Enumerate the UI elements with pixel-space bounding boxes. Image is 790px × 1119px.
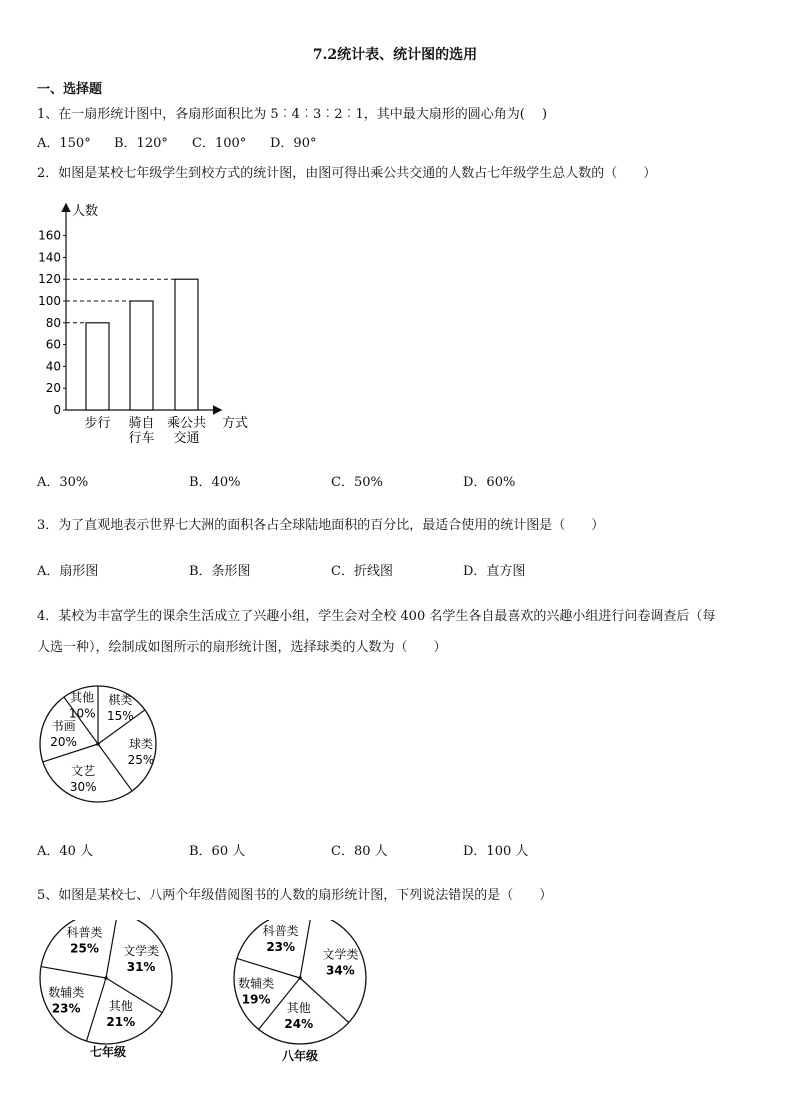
pie-center bbox=[298, 976, 302, 980]
category-label: 乘公共 bbox=[166, 416, 207, 431]
question-4-line-2: 人选一种），绘制成如图所示的扇形统计图，选择球类的人数为（ ） bbox=[37, 640, 447, 655]
q2-option-c[interactable]: C．50% bbox=[331, 475, 383, 490]
category-label: 步行 bbox=[84, 416, 111, 431]
pie-slice-label: 30% bbox=[69, 780, 97, 795]
pie-slice-label: 25% bbox=[127, 753, 155, 768]
y-tick-label: 160 bbox=[38, 228, 61, 243]
bar bbox=[130, 301, 153, 410]
q2-option-d[interactable]: D．60% bbox=[463, 475, 516, 490]
y-axis-title: 人数 bbox=[72, 204, 99, 219]
q3-option-b[interactable]: B．条形图 bbox=[189, 564, 251, 579]
q4-option-d[interactable]: D．100 人 bbox=[463, 844, 529, 859]
pie-slice-label: 31% bbox=[126, 960, 156, 975]
pie-slice-name: 文学类 bbox=[322, 947, 359, 962]
q3-option-c[interactable]: C．折线图 bbox=[331, 564, 393, 579]
y-tick-label: 80 bbox=[45, 315, 61, 330]
category-label: 骑自 bbox=[128, 416, 155, 431]
pie-slice-name: 文学类 bbox=[123, 944, 160, 959]
question-3: 3．为了直观地表示世界七大洲的面积各占全球陆地面积的百分比，最适合使用的统计图是（ ） bbox=[37, 518, 605, 533]
pie-chart-grade-7 bbox=[36, 920, 186, 1070]
q4-option-c[interactable]: C．80 人 bbox=[331, 844, 388, 859]
pie-slice-label: 34% bbox=[325, 963, 355, 978]
bar-chart bbox=[30, 195, 270, 455]
question-2: 2．如图是某校七年级学生到校方式的统计图，由图可得出乘公共交通的人数占七年级学生总人数的（ ） bbox=[37, 166, 657, 181]
pie-slice-label: 23% bbox=[266, 940, 296, 955]
pie-slice-name: 其他 bbox=[70, 690, 95, 705]
y-tick-label: 140 bbox=[38, 250, 61, 265]
q1-option-d[interactable]: D．90° bbox=[270, 136, 317, 151]
q2-option-a[interactable]: A．30% bbox=[37, 475, 89, 490]
pie-slice-label: 24% bbox=[284, 1017, 314, 1032]
q4-option-b[interactable]: B．60 人 bbox=[189, 844, 246, 859]
page-title: 7.2统计表、统计图的选用 bbox=[312, 47, 478, 63]
pie-slice-name: 其他 bbox=[286, 1001, 311, 1016]
y-tick-label: 60 bbox=[45, 337, 61, 352]
bar bbox=[86, 323, 109, 410]
q1-option-b[interactable]: B．120° bbox=[114, 136, 168, 151]
question-4-line-1: 4．某校为丰富学生的课余生活成立了兴趣小组，学生会对全校 400 名学生各自最喜欢的兴趣小组进行问卷调查后（每 bbox=[37, 609, 716, 624]
section-heading: 一、选择题 bbox=[37, 82, 103, 97]
category-label: 交通 bbox=[173, 431, 200, 446]
q1-option-c[interactable]: C．100° bbox=[192, 136, 247, 151]
pie-center bbox=[104, 976, 108, 980]
pie-slice-name: 书画 bbox=[51, 719, 76, 734]
pie-slice-name: 其他 bbox=[108, 998, 133, 1013]
pie-slice-label: 20% bbox=[50, 735, 77, 750]
pie-slice-name: 球类 bbox=[128, 737, 153, 752]
pie-slice-label: 15% bbox=[106, 708, 134, 723]
pie-caption: 七年级 bbox=[89, 1045, 127, 1059]
pie-slice-name: 棋类 bbox=[108, 692, 133, 707]
x-axis-title: 方式 bbox=[222, 416, 249, 431]
q1-option-a[interactable]: A．150° bbox=[37, 136, 91, 151]
q2-option-b[interactable]: B．40% bbox=[189, 475, 241, 490]
y-tick-label: 20 bbox=[45, 381, 61, 396]
question-1: 1、在一扇形统计图中，各扇形面积比为 5︰4︰3︰2︰1，其中最大扇形的圆心角为( ) bbox=[37, 107, 548, 122]
pie-caption: 八年级 bbox=[281, 1049, 319, 1063]
bar bbox=[175, 279, 198, 410]
pie-center bbox=[96, 742, 100, 746]
pie-slice-label: 25% bbox=[70, 941, 99, 956]
pie-slice-label: 10% bbox=[68, 706, 96, 721]
pie-slice-name: 数辅类 bbox=[238, 976, 275, 991]
pie-slice-name: 数辅类 bbox=[48, 985, 85, 1000]
pie-slice-label: 21% bbox=[106, 1014, 136, 1029]
y-tick-label: 120 bbox=[38, 272, 61, 287]
y-tick-label: 100 bbox=[38, 294, 61, 308]
q4-option-a[interactable]: A．40 人 bbox=[37, 844, 94, 859]
pie-slice-label: 23% bbox=[51, 1001, 81, 1016]
pie-chart-interest-groups bbox=[36, 682, 171, 807]
category-label: 行车 bbox=[128, 431, 155, 446]
pie-slice-label: 19% bbox=[241, 992, 271, 1007]
pie-slice-name: 文艺 bbox=[71, 764, 96, 779]
pie-slice-name: 科普类 bbox=[262, 924, 299, 939]
q3-option-a[interactable]: A．扇形图 bbox=[37, 564, 99, 579]
pie-chart-grade-8 bbox=[230, 920, 380, 1070]
q3-option-d[interactable]: D．直方图 bbox=[463, 564, 526, 579]
y-tick-label: 0 bbox=[53, 403, 61, 417]
pie-slice-name: 科普类 bbox=[66, 925, 103, 940]
question-5: 5、如图是某校七、八两个年级借阅图书的人数的扇形统计图，下列说法错误的是（ ） bbox=[37, 888, 553, 903]
y-tick-label: 40 bbox=[45, 359, 61, 374]
